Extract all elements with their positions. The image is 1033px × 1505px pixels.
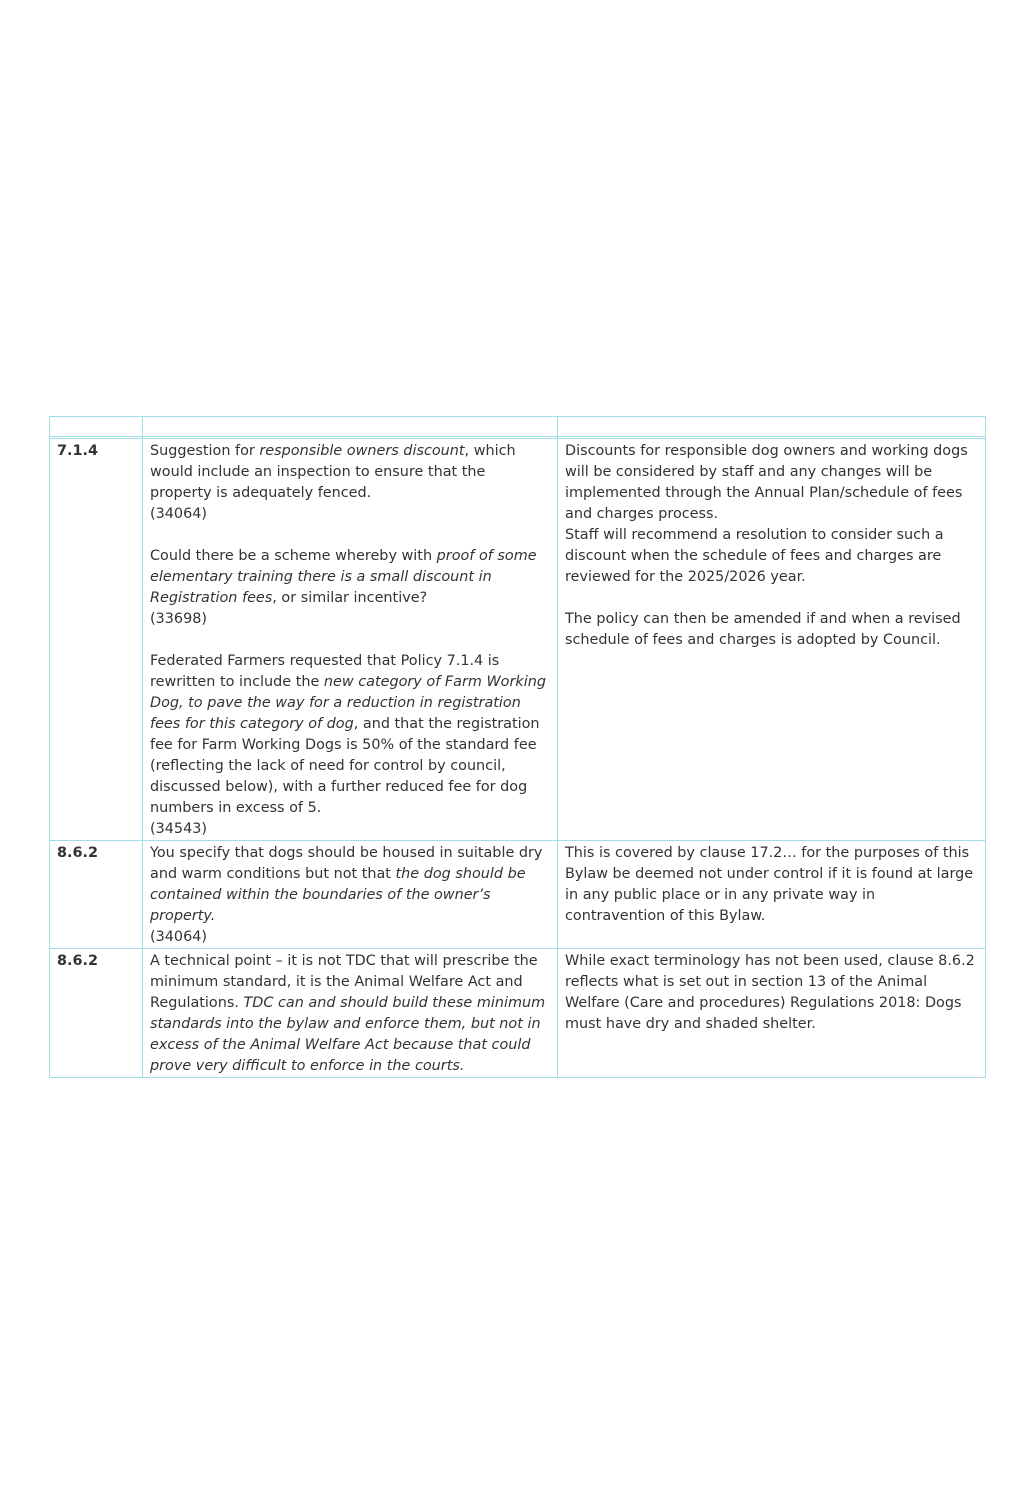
text-run: While exact terminology has not been used, clause 8.6.2 reflects what is set out in section 13 of the Animal Welfare (Care and procedures) Regulations 2018: Dogs must have dry and shaded shelter. (565, 953, 975, 1032)
italic-text: TDC can and should build these minimum standards into the bylaw and enforce them, but not in excess of the Animal Welfare Act because that could prove very difficult to enforce in the courts. (150, 995, 546, 1074)
paragraph (150, 651, 550, 819)
paragraph (150, 819, 550, 840)
clause-cell (50, 949, 143, 1078)
paragraph-gap (150, 630, 550, 651)
paragraph-gap (150, 525, 550, 546)
table-row (50, 949, 986, 1078)
submission-cell (143, 949, 558, 1078)
clause-number: 8.6.2 (57, 953, 98, 969)
clause-cell (50, 841, 143, 949)
text-run: (34543) (150, 821, 208, 837)
text-run: , which would include an inspection to ensure that the property is adequately fenced. (150, 443, 516, 501)
header-cell-response (558, 417, 986, 437)
italic-text: the dog should be contained within the boundaries of the owner’s property. (150, 866, 526, 924)
text-run: (33698) (150, 611, 208, 627)
text-run: (34064) (150, 506, 208, 522)
text-run: Discounts for responsible dog owners and working dogs will be considered by staff and any changes will be implemented through the Annual Plan/schedule of fees and charges process. (565, 443, 968, 522)
text-run: Federated Farmers requested that Policy 7.1.4 is rewritten to include the (150, 653, 500, 690)
paragraph (150, 609, 550, 630)
paragraph (150, 927, 550, 948)
paragraph-gap (565, 588, 978, 609)
table-row (50, 439, 986, 841)
table-header-row (50, 417, 986, 437)
paragraph (565, 609, 978, 651)
text-run: Suggestion for (150, 443, 260, 459)
table-row (50, 841, 986, 949)
text-run: Staff will recommend a resolution to consider such a discount when the schedule of fees and charges are reviewed for the 2025/2026 year. (565, 527, 944, 585)
header-cell-clause (50, 417, 143, 437)
submission-cell (143, 439, 558, 841)
clause-cell (50, 439, 143, 841)
response-cell (558, 949, 986, 1078)
paragraph (150, 843, 550, 927)
header-cell-submission (143, 417, 558, 437)
italic-text: new category of Farm Working Dog, to pave the way for a reduction in registration fees for this category of dog (150, 674, 546, 732)
submissions-table (49, 416, 986, 1078)
text-run: This is covered by clause 17.2… for the purposes of this Bylaw be deemed not under control if it is found at large in any public place or in any private way in contravention of this Bylaw. (565, 845, 974, 924)
paragraph (150, 504, 550, 525)
text-run: , or similar incentive? (272, 590, 428, 606)
paragraph (565, 843, 978, 927)
paragraph (565, 441, 978, 525)
paragraph (150, 441, 550, 504)
clause-number: 7.1.4 (57, 443, 98, 459)
text-run: Could there be a scheme whereby with (150, 548, 437, 564)
text-run: You specify that dogs should be housed in suitable dry and warm conditions but not that (150, 845, 543, 882)
italic-text: proof of some elementary training there is a small discount in Registration fees (150, 548, 537, 606)
text-run: (34064) (150, 929, 208, 945)
paragraph (150, 546, 550, 609)
text-run: , and that the registration fee for Farm Working Dogs is 50% of the standard fee (reflecting the lack of need for control by council, discussed below), with a further reduced fee for dog numbers in excess of 5. (150, 716, 540, 816)
response-cell (558, 841, 986, 949)
paragraph (150, 951, 550, 1077)
paragraph (565, 951, 978, 1035)
text-run: The policy can then be amended if and when a revised schedule of fees and charges is adopted by Council. (565, 611, 961, 648)
italic-text: responsible owners discount (259, 443, 465, 459)
text-run: A technical point – it is not TDC that will prescribe the minimum standard, it is the Animal Welfare Act and Regulations. (150, 953, 538, 1011)
paragraph (565, 525, 978, 588)
response-cell (558, 439, 986, 841)
clause-number: 8.6.2 (57, 845, 98, 861)
submission-cell (143, 841, 558, 949)
